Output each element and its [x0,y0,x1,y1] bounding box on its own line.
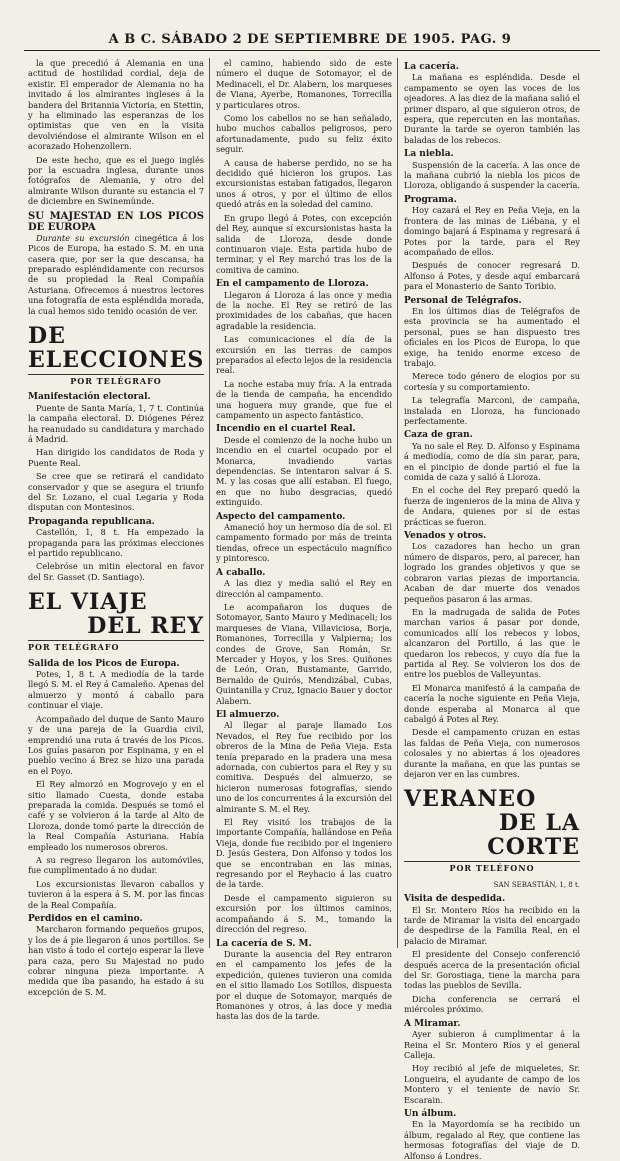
article-paragraph: La noche estaba muy fría. A la entrada de la tienda de campaña, ha encendido una hoguera muy grande, que fue el campamento un aspecto fantástico. [216,378,392,420]
column-1 [28,58,205,997]
item-heading: A caballo. [216,567,266,578]
article-paragraph: Ayer subieron á cumplimentar á la Reina el Sr. Montero Ríos y el general Calleja. [404,1029,580,1060]
article-paragraph: En el coche del Rey preparó quedó la fuerza de ingenieros de la mina de Aliva y de Andara, quienes por sí de estas prácticas se fueron. [404,485,580,527]
article-paragraph: Los cazadores han hecho un gran número de disparos, pero, al parecer, han logrado los grandes objetivos y que se cobraron varias piezas de importancia. Acaban de dar muerte dos venados pequeños pasaron á las armas. [404,541,580,604]
headline-viaje-2: DEL REY [87,613,204,640]
lead-label: Durante su excursión [36,232,130,243]
article-paragraph: De este hecho, que es el juego inglés por la escuadra inglesa, durante unos fotógrafos de Alemania, y otro del almirante Wilson durante su estancia el 7 de diciembre en Swinemünde. [28,154,204,207]
article-paragraph: Castellón, 1, 8 t. Ha empezado la propaganda para las próximas elecciones el partido republicano. [28,527,204,559]
article-paragraph: Puente de Santa María, 1, 7 t. Continúa la campaña electoral. D. Diógenes Pérez ha reanudado su candidatura y marchado á Madrid. [28,402,204,444]
item-heading: Programa. [404,194,457,205]
article-paragraph: el camino, habiendo sido de este número el duque de Sotomayor, el de Medinaceli, el Dr. Alabern, los marqueses de Viana, Ayerbe, Romanones, Torrecilla y particulares otros. [216,58,392,110]
item-heading: Incendio en el cuartel Real. [216,424,356,435]
article-paragraph: Después de conocer regresará D. Alfonso á Potes, y desde aquí embarcará para el Monasterio de Santo Toribio. [404,260,580,292]
article-paragraph: Dicha conferencia se cerrará el miércoles próximo. [404,993,580,1015]
article-paragraph: La mañana es espléndida. Desde el campamento se oyen las voces de los ojeadores. A las diez de la mañana salió el primer disparo, al que siguieron otros, de espera, que repercuten en las montañas. Durante la tarde se oyeron también las baladas de los rebecos. [404,72,580,145]
article-paragraph: Las comunicaciones el día de la excursión en las tierras de campos preparados al efecto lejos de la residencia real. [216,334,392,376]
article-paragraph: En la Mayordomía se ha recibido un álbum, regalado al Rey, que contiene las hermosas fotografías del viaje de D. Alfonso á Londres. [404,1119,580,1161]
article-paragraph: En la madrugada de salida de Potes marchan varios á pasar por donde, comunicados allí los rebecos y lobos, alcanzaron del Portillo, á las que le quedaron los rebecos, y cuyo día fue la partida al Rey. Se volvieron los dos de entre los pueblos de Valleyuntas. [404,606,580,680]
article-paragraph: Ya no sale el Rey. D. Alfonso y Espinama á mediodía, como de día sin parar, para, en el pincipio de donde partió el fue la comida de caza y salió á Lloroza. [404,440,580,483]
article-paragraph: Desde el comienzo de la noche hubo un incendio en el cuartel ocupado por el Monarca, invadiendo varias dependencias. Se intentaron salvar á S. M. y las cosas que allí estaban. El fuego, en que no hubo desgracias, quedó extinguido. [216,434,392,508]
item-heading: Manifestación electoral. [28,392,151,403]
article-text: cinegética á los Picos de Europa, ha estado S. M. en una casera que, por ser la que descansa, ha preparado espléndidamente con recursos de su propiedad la Real Compañía Asturiana. Ofrecemos á nuestros lectores una fotografía de esta espléndida morada, la cual hemos sido tenido ocasión de ver. [28,232,205,316]
article-paragraph: Al llegar al paraje llamado Los Nevados, el Rey fue recibido por los obreros de la Mina de Peña Vieja. Esta tenía preparado en la pradera una mesa adornada, con cubiertos para el Rey y su comitiva. Después del almuerzo, se hicieron numerosas fotografías, siendo uno de los concurrentes á la excursión del almirante S. M. el Rey. [216,720,392,814]
item-heading: Propaganda republicana. [28,516,155,527]
article-paragraph: El Rey almorzó en Mogrovejo y en el sitio llamado Cuesta, donde estaba preparada la comida. Después se tomó el café y se volvieron á la tarde al Alto de Lloroza, donde tomó parte la dirección de la Real Compañía Asturiana. Había empleado los numerosos obreros. [28,779,204,852]
article-paragraph: Desde el campamento cruzan en estas las faldas de Peña Vieja, con numerosos colosales y no abiertas á los ojeadores durante la mañana, en que las puntas se dejaron ver en las cumbres. [404,727,580,779]
article-paragraph: Durante la ausencia del Rey entraron en el campamento los jefes de la expedición, quienes tuvieron una comida en el sitio llamado Los Sotillos, dispuesta por el duque de Sotomayor, marqués de Romanones y otros, á las doce y media hasta las dos de la tarde. [216,948,392,1022]
article-paragraph: El presidente del Consejo conferenció después acerca de la presentación oficial del Sr. Gorostiaga, tiene la marcha para todas las pueblos de Sevilla. [404,949,580,991]
article-paragraph: Potes, 1, 8 t. A mediodía de la tarde llegó S. M. el Rey á Camaleño. Apenas del almuerzo y montó á caballo para continuar el viaje. [28,669,204,711]
headline-viaje-1: EL VIAJE [28,589,148,616]
article-paragraph [28,233,204,316]
item-heading: Aspecto del campamento. [216,511,346,522]
article-paragraph: Hoy recibió al jefe de miqueletes, Sr. Longueira, el ayudante de campo de los Montero y el teniente de navío Sr. Escarain. [404,1063,580,1105]
article-paragraph: A su regreso llegaron los automóviles, fue cumplimentado á no dudar. [28,854,204,876]
article-paragraph: El Sr. Montero Ríos ha recibido en la tarde de Miramar la visita del encargado de despedirse de la Familia Real, en el palacio de Miramar. [404,904,580,946]
item-heading: La cacería de S. M. [216,938,312,949]
article-paragraph: Se cree que se retirará el candidato conservador y que se asegura el triunfo del Sr. Lozano, el cual Legaria y Roda disputan con Montesinos. [28,471,204,513]
article-paragraph: En los últimos días de Telégrafos de esta provincia se ha aumentado el personal, pues se han dispuesto tres oficiales en los Picos de Europa, lo que exige, ha tenido enorme exceso de trabajo. [404,305,580,368]
article-paragraph: En grupo llegó á Potes, con excepción del Rey, aunque sí excursionistas hasta la salida de Lloroza, desde donde continuaron viaje. Esta partida hubo de terminar, y el Rey marchó tras los de la comitiva de camino. [216,212,392,275]
item-heading: En el campamento de Lloroza. [216,279,369,290]
masthead: A B C. SÁBADO 2 DE SEPTIEMBRE DE 1905. PAG. 9 [108,32,512,47]
item-heading: Un álbum. [404,1108,457,1119]
article-paragraph: Le acompañaron los duques de Sotomayor, Santo Mauro y Medinaceli; los marqueses de Viana, Villaviciosa, Borja, Romanones, Torrecilla y Valpierna; los condes de Grove, San Román, Sr. Mercader y Hoyos, y los Sres. Quiñones de León, Oran, Bustamante, Garrido, Bernaldo de Quirós, Mendizábal, Cubas, Quintanilla y Cruz, Ignacio Bauer y doctor Alabern. [216,601,392,706]
article-paragraph: Desde el campamento siguieron su excursión por los últimos caminos, acompañando á S. M., tomando la dirección del regreso. [216,892,392,935]
article-paragraph: Como los cabellos no se han señalado, hubo muchos caballos peligrosos, pero afortunadamente, pudo su feliz éxito seguir. [216,113,392,155]
item-heading: Caza de gran. [404,430,473,441]
item-heading: A Miramar. [404,1018,461,1029]
headline-elecciones: DE ELECCIONES [28,322,205,373]
item-heading: La niebla. [404,149,454,160]
article-paragraph: Han dirigido los candidatos de Roda y Puente Real. [28,447,204,468]
article-paragraph: A las diez y media salió el Rey en dirección al campamento. [216,578,392,599]
item-heading: Salida de los Picos de Europa. [28,658,180,669]
item-heading: La cacería. [404,62,459,72]
item-heading: Venados y otros. [404,531,487,542]
article-paragraph: la que precedió á Alemania en una actitud de hostilidad cordial, deja de existir. El emperador de Alemania no ha invitado á los almirantes ingleses á la bandera del Britannia Victoria, en Stettin, y ha eliminado las esperanzas de los optimistas que ven en la visita devolviéndose el almirante Wilson en el acorazado Hohenzollern. [28,58,204,152]
item-heading: Perdidos en el camino. [28,914,143,924]
article-paragraph: Amaneció hoy un hermoso día de sol. El campamento formado por más de treinta tiendas, ofrece un espectáculo magnífico y pintoresco. [216,522,392,564]
article-paragraph: Celebróse un mitin electoral en favor del Sr. Gasset (D. Santiago). [28,561,204,582]
item-heading: El almuerzo. [216,709,280,720]
headline-veraneo-2: DE LA CORTE [487,810,580,861]
article-paragraph: Hoy cazará el Rey en Peña Vieja, en la frontera de las minas de Liébana, y el domingo bajará á Espinama y regresará á Potes por la tarde, para el Rey acompañado de ellos. [404,205,580,257]
section-heading: SU MAJESTAD EN LOS PICOS DE EUROPA [28,210,204,233]
article-paragraph: Merece todo género de elogios por su cortesía y su comportamiento. [404,371,580,392]
article-paragraph: A causa de haberse perdido, no se ha decidido qué hicieron los grupos. Las excursionistas estaban fatigados, llegaron unos á otros, y por el último de ellos quedó atrás en la soledad del camino. [216,157,392,210]
subheading: POR TELÉGRAFO [28,374,204,386]
article-paragraph: El Monarca manifestó á la campaña de cacería la noche siguiente en Peña Vieja, donde esperaba al Monarca al que cabalgó á Potes al Rey. [404,682,580,724]
item-heading: Visita de despedida. [404,894,506,905]
headline-veraneo-1: VERANEO [404,786,537,813]
article-paragraph: La telegrafía Marconi, de campaña, instalada en Lloroza, ha funcionado perfectamente. [404,395,580,426]
column-3 [404,58,580,1161]
column-divider [209,58,210,948]
article-paragraph: Los excursionistas llevaron caballos y tuvieron á la espera á S. M. por las fincas de la Real Compañía. [28,878,204,910]
article-paragraph: Llegaron á Lloroza á las once y media de la noche. El Rey se retiró de las proximidades de los cabañas, que hacen agradable la residencia. [216,289,392,331]
item-heading: Personal de Telégrafos. [404,295,522,306]
subheading: POR TELÉFONO [404,861,580,873]
column-divider [397,58,398,948]
subheading: POR TELÉGRAFO [28,640,204,652]
dateline: SAN SEBASTIÁN, 1, 8 t. [493,880,580,889]
article-paragraph: El Rey visitó los trabajos de la importante Compañía, hallándose en Peña Vieja, donde fue recibido por el ingeniero D. Jesús Gestera, Don Alfonso y todos los que se encontraban en las minas, regresando por el Reyhacio á las cuatro de la tarde. [216,817,392,890]
article-paragraph: Suspensión de la cacería. A las once de la mañana cubrió la niebla los picos de Lloroza, obligando á suspender la cacería. [404,159,580,191]
article-paragraph: Acompañado del duque de Santo Mauro y de una pareja de la Guardia civil, emprendió una ruta á través de los Picos. Los guías pasaron por Espinama, y en el pueblo vecino á Brez se hizo una parada en el Poyo. [28,713,204,776]
masthead-rule [24,50,600,51]
column-2 [216,58,392,1022]
article-paragraph: Marcharon formando pequeños grupos, y los de á pie llegaron á unos portillos. Se han visto á todo el cortejo esperar la lleve para caza, pero Su Majestad no pudo cobrar ninguna pieza importante. A medida que iba pasando, ha estado á su excepción de S. M. [28,924,204,997]
